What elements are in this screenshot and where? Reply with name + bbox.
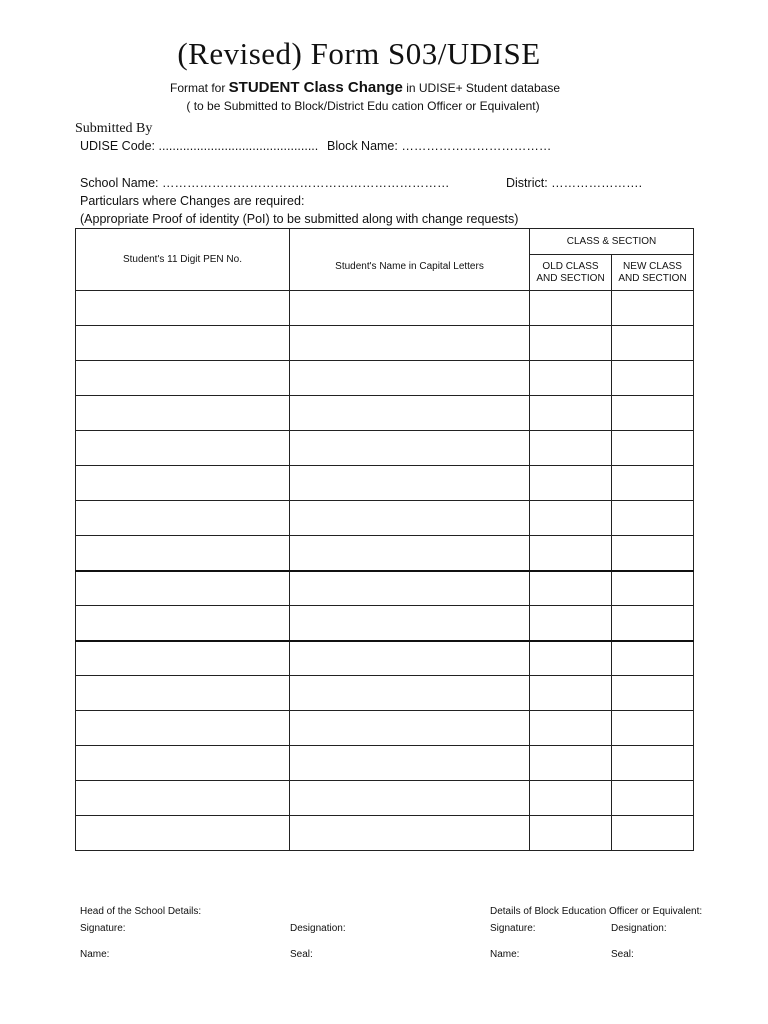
table-row xyxy=(76,466,694,501)
old-class-cell[interactable] xyxy=(530,466,612,501)
table-row xyxy=(76,816,694,851)
table-row xyxy=(76,606,694,641)
table-row xyxy=(76,326,694,361)
new-class-cell[interactable] xyxy=(612,571,694,606)
new-class-cell[interactable] xyxy=(612,781,694,816)
old-class-cell[interactable] xyxy=(530,326,612,361)
old-class-header xyxy=(530,255,612,291)
pen-cell[interactable] xyxy=(76,676,290,711)
student-name-cell[interactable] xyxy=(290,641,530,676)
table-header-row xyxy=(76,229,694,255)
format-suffix: in UDISE+ Student database xyxy=(406,81,560,95)
new-class-cell[interactable] xyxy=(612,361,694,396)
old-class-cell[interactable] xyxy=(530,781,612,816)
new-class-cell[interactable] xyxy=(612,746,694,781)
student-name-cell[interactable] xyxy=(290,361,530,396)
new-class-cell[interactable] xyxy=(612,326,694,361)
old-class-cell[interactable] xyxy=(530,676,612,711)
pen-cell[interactable] xyxy=(76,326,290,361)
pen-cell[interactable] xyxy=(76,816,290,851)
student-name-cell[interactable] xyxy=(290,396,530,431)
form-title: (Revised) Form S03/UDISE xyxy=(177,36,541,71)
old-class-cell[interactable] xyxy=(530,606,612,641)
student-name-cell[interactable] xyxy=(290,431,530,466)
old-class-cell[interactable] xyxy=(530,501,612,536)
new-class-cell[interactable] xyxy=(612,396,694,431)
old-class-cell[interactable] xyxy=(530,396,612,431)
old-class-header-line1: OLD CLASS xyxy=(542,260,599,272)
table-row xyxy=(76,291,694,326)
student-name-cell[interactable] xyxy=(290,781,530,816)
old-class-cell[interactable] xyxy=(530,536,612,571)
beo-seal-field[interactable]: Seal: xyxy=(611,949,634,960)
old-class-cell[interactable] xyxy=(530,431,612,466)
beo-designation-field[interactable]: Designation: xyxy=(611,923,667,934)
table-row xyxy=(76,536,694,571)
beo-signature-field[interactable]: Signature: xyxy=(490,923,536,934)
student-name-cell[interactable] xyxy=(290,676,530,711)
format-strong-text: STUDENT Class Change xyxy=(228,79,403,96)
new-class-header-line2: AND SECTION xyxy=(618,272,687,284)
table-row xyxy=(76,746,694,781)
udise-code-field[interactable]: UDISE Code: .............................................. xyxy=(80,139,319,153)
student-name-cell[interactable] xyxy=(290,501,530,536)
proof-note: (Appropriate Proof of identity (PoI) to be submitted along with change requests) xyxy=(80,212,519,226)
student-name-cell[interactable] xyxy=(290,711,530,746)
submit-note: ( to be Submitted to Block/District Edu cation Officer or Equivalent) xyxy=(186,99,540,113)
student-name-cell[interactable] xyxy=(290,816,530,851)
submitted-by-heading: Submitted By xyxy=(75,121,153,136)
student-name-cell[interactable] xyxy=(290,536,530,571)
new-class-cell[interactable] xyxy=(612,466,694,501)
student-name-cell[interactable] xyxy=(290,606,530,641)
new-class-cell[interactable] xyxy=(612,711,694,746)
old-class-cell[interactable] xyxy=(530,641,612,676)
head-name-field[interactable]: Name: xyxy=(80,949,110,960)
name-column-header: Student's Name in Capital Letters xyxy=(290,229,530,291)
table-row xyxy=(76,396,694,431)
old-class-cell[interactable] xyxy=(530,291,612,326)
beo-name-field[interactable]: Name: xyxy=(490,949,520,960)
old-class-header-line2: AND SECTION xyxy=(536,272,605,284)
head-designation-field[interactable]: Designation: xyxy=(290,923,346,934)
old-class-cell[interactable] xyxy=(530,816,612,851)
class-change-table xyxy=(75,228,694,851)
table-row xyxy=(76,676,694,711)
table-row xyxy=(76,431,694,466)
pen-cell[interactable] xyxy=(76,571,290,606)
pen-cell[interactable] xyxy=(76,501,290,536)
class-section-group-header: CLASS & SECTION xyxy=(530,229,694,255)
format-prefix: Format for xyxy=(169,81,226,95)
old-class-cell[interactable] xyxy=(530,571,612,606)
pen-cell[interactable] xyxy=(76,466,290,501)
pen-cell[interactable] xyxy=(76,431,290,466)
old-class-cell[interactable] xyxy=(530,361,612,396)
pen-cell[interactable] xyxy=(76,606,290,641)
student-name-cell[interactable] xyxy=(290,326,530,361)
pen-cell[interactable] xyxy=(76,781,290,816)
new-class-header xyxy=(612,255,694,291)
school-name-field[interactable]: School Name: …………………………………………………………… xyxy=(80,176,450,190)
block-name-field[interactable]: Block Name: ……………………………… xyxy=(327,139,552,153)
old-class-cell[interactable] xyxy=(530,746,612,781)
pen-column-header: Student's 11 Digit PEN No. xyxy=(76,229,290,291)
new-class-cell[interactable] xyxy=(612,676,694,711)
pen-cell[interactable] xyxy=(76,711,290,746)
new-class-cell[interactable] xyxy=(612,641,694,676)
table-row xyxy=(76,781,694,816)
pen-cell[interactable] xyxy=(76,641,290,676)
pen-cell[interactable] xyxy=(76,396,290,431)
table-row xyxy=(76,361,694,396)
head-seal-field[interactable]: Seal: xyxy=(290,949,313,960)
new-class-cell[interactable] xyxy=(612,431,694,466)
new-class-cell[interactable] xyxy=(612,501,694,536)
new-class-cell[interactable] xyxy=(612,536,694,571)
pen-cell[interactable] xyxy=(76,361,290,396)
old-class-cell[interactable] xyxy=(530,711,612,746)
pen-cell[interactable] xyxy=(76,746,290,781)
student-name-cell[interactable] xyxy=(290,466,530,501)
student-name-cell[interactable] xyxy=(290,571,530,606)
particulars-note: Particulars where Changes are required: xyxy=(80,194,305,208)
district-field[interactable]: District: …………………. xyxy=(506,176,643,190)
head-details-label: Head of the School Details: xyxy=(80,906,202,917)
new-class-header-line1: NEW CLASS xyxy=(623,260,682,272)
pen-cell[interactable] xyxy=(76,536,290,571)
student-name-cell[interactable] xyxy=(290,291,530,326)
format-line xyxy=(0,79,730,96)
table-row xyxy=(76,571,694,606)
student-name-cell[interactable] xyxy=(290,746,530,781)
table-row xyxy=(76,641,694,676)
pen-cell[interactable] xyxy=(76,291,290,326)
table-row xyxy=(76,501,694,536)
new-class-cell[interactable] xyxy=(612,816,694,851)
new-class-cell[interactable] xyxy=(612,291,694,326)
new-class-cell[interactable] xyxy=(612,606,694,641)
table-row xyxy=(76,711,694,746)
beo-details-label: Details of Block Education Officer or Equivalent: xyxy=(490,906,703,917)
head-signature-field[interactable]: Signature: xyxy=(80,923,126,934)
